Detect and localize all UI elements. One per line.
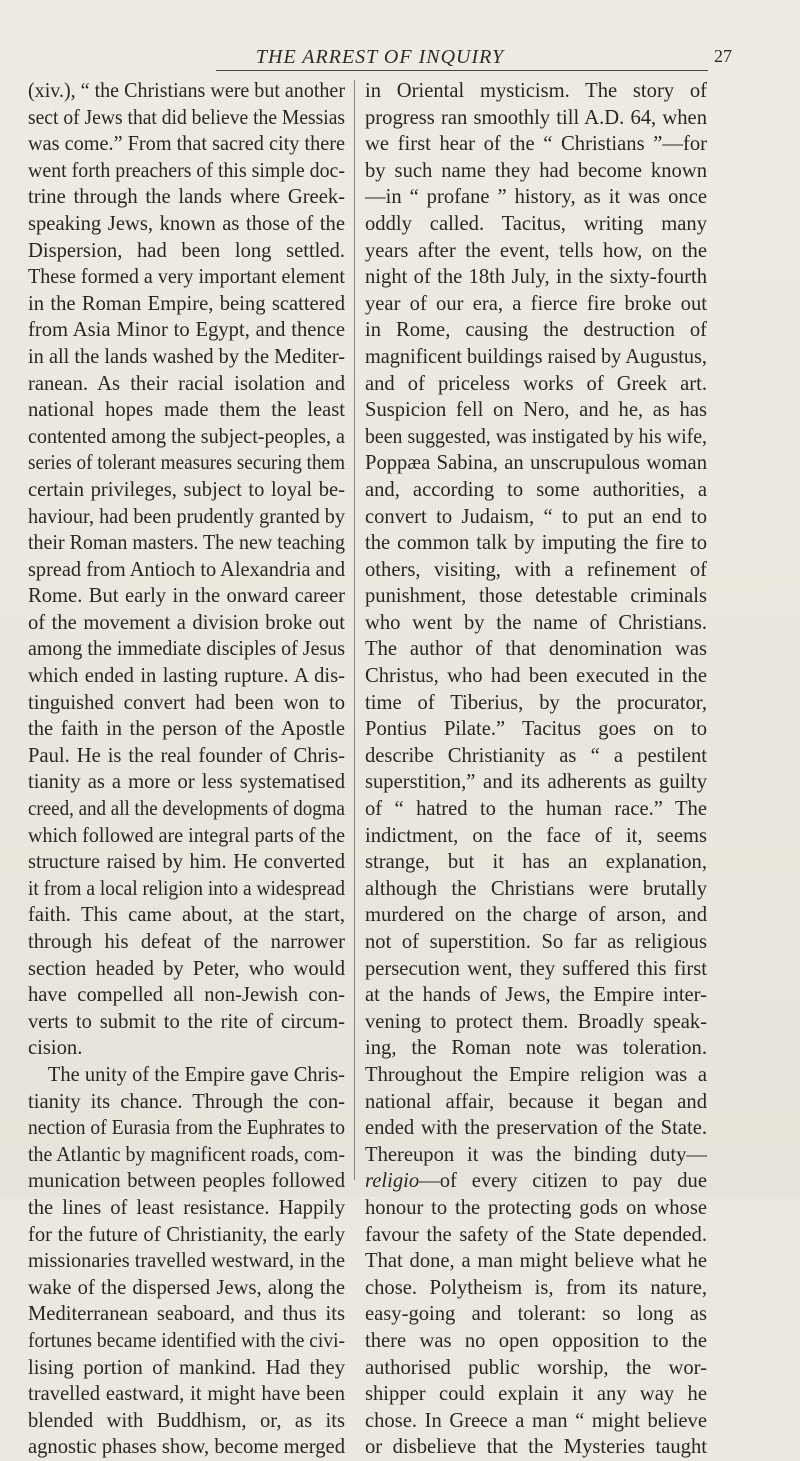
text-line: the faith in the person of the Apostle — [28, 718, 345, 741]
text-line: strange, but it has an explanation, — [365, 851, 707, 874]
text-line: structure raised by him. He converted — [28, 851, 345, 874]
text-line: national hopes made them the least — [28, 399, 345, 422]
text-line: describe Christianity as “ a pestilent — [365, 744, 707, 767]
text-line: Mediterranean seaboard, and thus its — [28, 1303, 345, 1326]
text-line: Poppæa Sabina, an unscrupulous woman — [365, 452, 707, 475]
running-title: THE ARREST OF INQUIRY — [255, 46, 505, 68]
left-text-column — [28, 78, 345, 1459]
text-line: ended with the preservation of the State. — [365, 1117, 707, 1140]
text-line: night of the 18th July, in the sixty-fourth — [365, 266, 707, 289]
text-line: went forth preachers of this simple doc- — [28, 159, 345, 182]
text-line: ing, the Roman note was toleration. — [365, 1037, 707, 1060]
text-line: series of tolerant measures securing them — [28, 452, 345, 475]
text-line: The author of that denomination was — [365, 638, 707, 661]
text-line: it from a local religion into a widespread — [28, 877, 345, 900]
text-line: in all the lands washed by the Mediter- — [28, 345, 345, 368]
text-line: time of Tiberius, by the procurator, — [365, 691, 707, 714]
text-line: others, visiting, with a refinement of — [365, 558, 707, 581]
text-line: Pontius Pilate.” Tacitus goes on to — [365, 718, 707, 741]
text-line: year of our era, a fierce fire broke out — [365, 292, 707, 315]
text-line: been suggested, was instigated by his wife, — [365, 425, 707, 448]
right-text-column — [365, 78, 707, 1459]
text-line: the lines of least resistance. Happily — [28, 1196, 345, 1219]
text-line: travelled eastward, it might have been — [28, 1383, 345, 1406]
text-line: punishment, those detestable criminals — [365, 585, 707, 608]
text-line: haviour, had been prudently granted by — [28, 505, 345, 528]
text-line: magnificent buildings raised by Augustus, — [365, 345, 707, 368]
text-line: in Rome, causing the destruction of — [365, 319, 707, 342]
text-line: superstition,” and its adherents as guilty — [365, 771, 707, 794]
text-line: missionaries travelled westward, in the — [28, 1250, 345, 1273]
text-line: creed, and all the developments of dogma — [28, 798, 345, 821]
text-line: easy-going and tolerant: so long as — [365, 1303, 707, 1326]
header-rule — [216, 70, 708, 71]
text-line: tinguished convert had been won to — [28, 691, 345, 714]
text-line: Christus, who had been executed in the — [365, 665, 707, 688]
text-line: vening to protect them. Broadly speak- — [365, 1010, 707, 1033]
text-line: Suspicion fell on Nero, and he, as has — [365, 399, 707, 422]
text-line: years after the event, tells how, on the — [365, 239, 707, 262]
text-line: and, according to some authorities, a — [365, 478, 707, 501]
text-line: tianity its chance. Through the con- — [28, 1090, 345, 1113]
column-divider — [354, 80, 355, 1180]
text-line: in Oriental mysticism. The story of — [365, 80, 707, 102]
text-line: munication between peoples followed — [28, 1170, 345, 1193]
text-line: not of superstition. So far as religious — [365, 931, 707, 953]
text-line: have compelled all non-Jewish con- — [28, 984, 345, 1007]
text-line: which followed are integral parts of the — [28, 824, 345, 847]
text-line: Rome. But early in the onward career — [28, 585, 345, 608]
text-line: That done, a man might believe what he — [365, 1250, 707, 1273]
text-line: Throughout the Empire religion was a — [365, 1063, 707, 1086]
text-line: although the Christians were brutally — [365, 877, 707, 900]
text-line: indictment, on the face of it, seems — [365, 824, 707, 847]
text-line: murdered on the charge of arson, and — [365, 904, 707, 927]
text-line: (xiv.), “ the Christians were but another — [28, 80, 345, 102]
text-line: and of priceless works of Greek art. — [365, 372, 707, 395]
text-line: for the future of Christianity, the early — [28, 1223, 345, 1246]
text-line: authorised public worship, the wor- — [365, 1356, 707, 1379]
text-line: or disbelieve that the Mysteries taught — [365, 1436, 707, 1459]
running-head — [28, 36, 732, 70]
text-line: honour to the protecting gods on whose — [365, 1196, 707, 1219]
text-line: wake of the dispersed Jews, along the — [28, 1276, 345, 1299]
text-line: These formed a very important element — [28, 266, 345, 289]
text-line: in the Roman Empire, being scattered — [28, 292, 345, 315]
text-line: speaking Jews, known as those of the — [28, 212, 345, 235]
text-line: shipper could explain it any way he — [365, 1383, 707, 1406]
text-line: through his defeat of the narrower — [28, 931, 345, 953]
page-number: 27 — [714, 46, 732, 66]
text-line: we first hear of the “ Christians ”—for — [365, 133, 707, 156]
text-line: the common talk by imputing the fire to — [365, 532, 707, 555]
text-line: favour the safety of the State depended. — [365, 1223, 707, 1246]
text-line: Dispersion, had been long settled. — [28, 239, 345, 262]
text-line: from Asia Minor to Egypt, and thence — [28, 319, 345, 342]
text-line: the Atlantic by magnificent roads, com- — [28, 1143, 345, 1166]
text-line: contented among the subject-peoples, a — [28, 425, 345, 448]
text-line: verts to submit to the rite of circum- — [28, 1010, 345, 1033]
text-line: tianity as a more or less systematised — [28, 771, 345, 794]
text-line: of “ hatred to the human race.” The — [365, 798, 707, 821]
text-line: lising portion of mankind. Had they — [28, 1356, 345, 1379]
text-line: nection of Eurasia from the Euphrates to — [28, 1117, 345, 1140]
text-line: at the hands of Jews, the Empire inter- — [365, 984, 707, 1007]
text-line: —in “ profane ” history, as it was once — [365, 186, 707, 209]
text-line: among the immediate disciples of Jesus — [28, 638, 345, 661]
text-line: agnostic phases show, become merged — [28, 1436, 345, 1459]
text-line: Thereupon it was the binding duty— — [365, 1143, 707, 1166]
text-line: spread from Antioch to Alexandria and — [28, 558, 345, 581]
text-line: ranean. As their racial isolation and — [28, 372, 345, 395]
text-line: chose. Polytheism is, from its nature, — [365, 1276, 707, 1299]
text-line: religio—of every citizen to pay due — [365, 1170, 707, 1193]
text-line: Paul. He is the real founder of Chris- — [28, 744, 345, 767]
text-line: there was no open opposition to the — [365, 1329, 707, 1352]
text-line: trine through the lands where Greek- — [28, 186, 345, 209]
text-line: of the movement a division broke out — [28, 611, 345, 634]
text-line: blended with Buddhism, or, as its — [28, 1409, 345, 1432]
text-line: was come.” From that sacred city there — [28, 133, 345, 156]
text-line: oddly called. Tacitus, writing many — [365, 212, 707, 235]
text-line: section headed by Peter, who would — [28, 957, 345, 980]
text-line: faith. This came about, at the start, — [28, 904, 345, 927]
text-line: national affair, because it began and — [365, 1090, 707, 1113]
text-line: progress ran smoothly till A.D. 64, when — [365, 106, 707, 129]
text-line: who went by the name of Christians. — [365, 611, 707, 634]
text-line: persecution went, they suffered this first — [365, 957, 707, 980]
text-line: cision. — [28, 1037, 83, 1060]
text-line: The unity of the Empire gave Chris- — [47, 1063, 345, 1086]
text-line: their Roman masters. The new teaching — [28, 532, 345, 555]
text-line: which ended in lasting rupture. A dis- — [28, 665, 345, 688]
text-line: certain privileges, subject to loyal be- — [28, 478, 345, 501]
text-line: convert to Judaism, “ to put an end to — [365, 505, 707, 528]
text-line: chose. In Greece a man “ might believe — [365, 1409, 707, 1432]
text-line: sect of Jews that did believe the Messias — [28, 106, 345, 129]
text-line: by such name they had become known — [365, 159, 707, 182]
text-line: fortunes became identified with the civi- — [28, 1329, 345, 1352]
